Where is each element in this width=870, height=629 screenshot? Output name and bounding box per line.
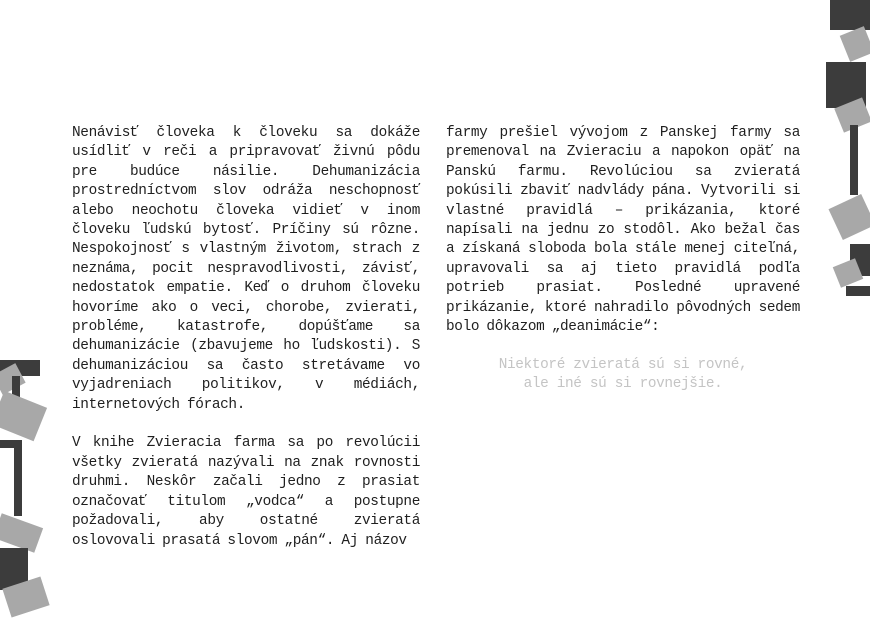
quote-line-1: Niektoré zvieratá sú si rovné,: [498, 357, 748, 373]
quote: [446, 356, 800, 395]
quote-line-2: ale iné sú si rovnejšie.: [523, 376, 723, 393]
decor-right-shapes: [820, 0, 870, 300]
decor-right-edge: [820, 0, 870, 300]
decor-left-edge: [0, 350, 55, 624]
right-paragraph-1: farmy prešiel vývojom z Panskej farmy sa premenoval na Zvieraciu a napokon opäť na Panskú farmu. Revolúciou sa zvieratá pokúsili zbaviť nadvlády pána. Vytvorili si vlastné pravidlá – prikázania, ktoré napísali na jednu zo stodôl. Ako bežal čas a získaná sloboda bola stále menej citeľná, upravovali sa aj tieto pravidlá podľa potrieb prasiat. Posledné upravené prikázanie, ktoré nahradilo pôvodných sedem bolo dôkazom „deanimácie“:: [446, 125, 800, 336]
decor-left-shapes: [0, 350, 55, 624]
left-paragraph-1: Nenávisť človeka k človeku sa dokáže usídliť v reči a pripravovať živnú pôdu pre budúce násilie. Dehumanizácia prostredníctvom slov odráža neschopnosť alebo neochotu človeka vidieť v inom človeku ľudskú bytosť. Príčiny sú rôzne. Nespokojnosť s vlastným životom, strach z neznáma, pocit nespravodlivosti, závisť, nedostatok empatie. Keď o druhom človeku hovoríme ako o veci, chorobe, zvierati, probléme, katastrofe, dopúšťame sa dehumanizácie (zbavujeme ho ľudskosti). S dehumanizáciou sa často stretávame vo vyjadreniach politikov, v médiách, internetových fórach.: [72, 125, 420, 413]
left-paragraph-2: V knihe Zvieracia farma sa po revolúcii všetky zvieratá nazývali na znak rovnosti druhmi. Neskôr začali jedno z prasiat označovať titulom „vodca“ a postupne požadovali, aby ostatné zvieratá oslovovali prasatá slovom „pán“. Aj názov: [72, 435, 420, 549]
right-column: [446, 124, 800, 337]
left-column: [72, 124, 420, 551]
